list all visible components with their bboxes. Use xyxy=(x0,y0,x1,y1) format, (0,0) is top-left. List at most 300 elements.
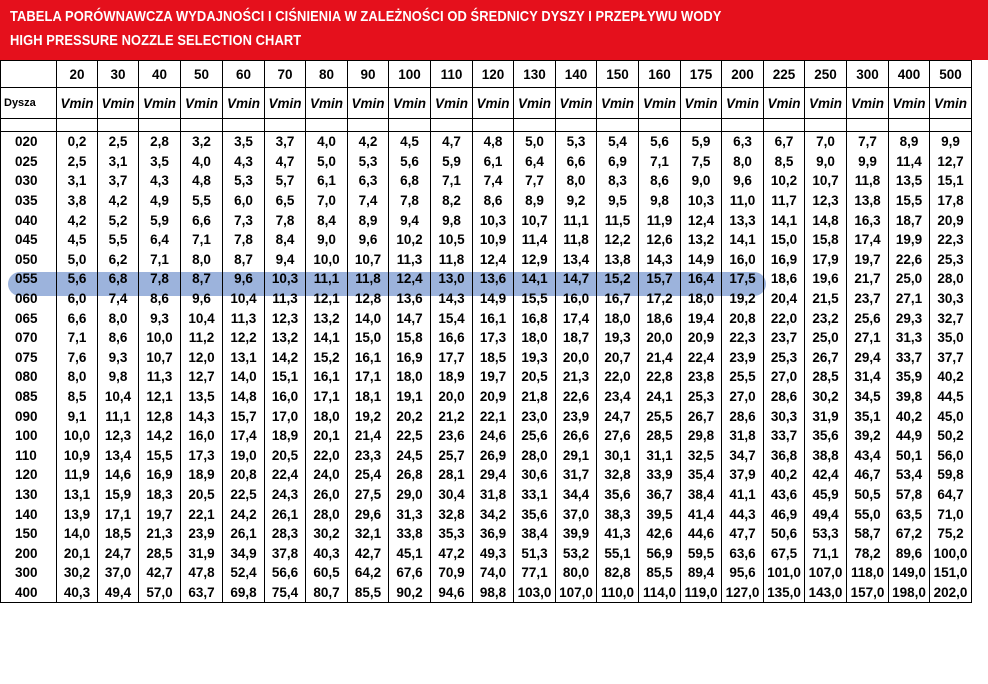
flow-value: 18,6 xyxy=(764,269,805,289)
flow-value: 6,6 xyxy=(556,152,597,172)
flow-value: 16,0 xyxy=(265,387,306,407)
flow-value: 9,9 xyxy=(847,152,889,172)
flow-value: 13,6 xyxy=(473,269,514,289)
flow-value: 19,3 xyxy=(597,328,639,348)
flow-value: 14,1 xyxy=(764,210,805,230)
pressure-header: 160 xyxy=(639,61,681,88)
flow-value: 5,6 xyxy=(389,152,431,172)
flow-value: 56,0 xyxy=(930,446,972,466)
flow-value: 11,0 xyxy=(722,191,764,211)
flow-value: 12,1 xyxy=(306,289,348,309)
flow-value: 6,4 xyxy=(139,230,181,250)
flow-value: 33,9 xyxy=(639,465,681,485)
nozzle-selection-table xyxy=(0,60,972,603)
flow-value: 18,0 xyxy=(514,328,556,348)
flow-value: 17,1 xyxy=(306,387,348,407)
flow-value: 13,5 xyxy=(889,171,930,191)
flow-value: 32,5 xyxy=(681,446,722,466)
flow-value: 9,6 xyxy=(722,171,764,191)
pressure-header: 225 xyxy=(764,61,805,88)
flow-value: 14,6 xyxy=(98,465,139,485)
flow-value: 16,1 xyxy=(473,308,514,328)
flow-value: 17,2 xyxy=(639,289,681,309)
spacer-cell xyxy=(764,119,805,132)
flow-value: 14,3 xyxy=(639,250,681,270)
flow-value: 14,3 xyxy=(431,289,473,309)
flow-value: 36,9 xyxy=(473,524,514,544)
flow-value: 15,0 xyxy=(764,230,805,250)
flow-value: 10,3 xyxy=(473,210,514,230)
flow-value: 38,4 xyxy=(681,485,722,505)
flow-value: 10,7 xyxy=(514,210,556,230)
flow-value: 22,0 xyxy=(764,308,805,328)
nozzle-size: 040 xyxy=(1,210,57,230)
spacer-cell xyxy=(556,119,597,132)
flow-value: 23,2 xyxy=(805,308,847,328)
flow-value: 11,9 xyxy=(639,210,681,230)
flow-value: 16,9 xyxy=(139,465,181,485)
flow-value: 10,9 xyxy=(473,230,514,250)
flow-value: 19,9 xyxy=(889,230,930,250)
spacer-cell xyxy=(265,119,306,132)
header-title-en: HIGH PRESSURE NOZZLE SELECTION CHART xyxy=(10,32,302,49)
flow-value: 15,8 xyxy=(805,230,847,250)
flow-value: 28,5 xyxy=(639,426,681,446)
table-row xyxy=(1,387,972,407)
flow-value: 40,3 xyxy=(57,583,98,603)
flow-value: 3,1 xyxy=(57,171,98,191)
table-row xyxy=(1,308,972,328)
flow-value: 16,6 xyxy=(431,328,473,348)
flow-value: 10,3 xyxy=(681,191,722,211)
flow-value: 69,8 xyxy=(223,583,265,603)
table-row xyxy=(1,524,972,544)
flow-value: 27,5 xyxy=(348,485,389,505)
flow-value: 16,0 xyxy=(556,289,597,309)
flow-value: 35,0 xyxy=(930,328,972,348)
flow-value: 6,1 xyxy=(473,152,514,172)
table-row xyxy=(1,367,972,387)
table-row xyxy=(1,152,972,172)
flow-value: 8,0 xyxy=(556,171,597,191)
flow-value: 60,5 xyxy=(306,563,348,583)
table-row xyxy=(1,406,972,426)
flow-value: 9,0 xyxy=(306,230,348,250)
flow-value: 15,7 xyxy=(639,269,681,289)
flow-value: 31,3 xyxy=(889,328,930,348)
flow-value: 8,2 xyxy=(431,191,473,211)
pressure-header: 250 xyxy=(805,61,847,88)
flow-value: 47,7 xyxy=(722,524,764,544)
flow-value: 18,7 xyxy=(556,328,597,348)
nozzle-size: 030 xyxy=(1,171,57,191)
flow-value: 22,6 xyxy=(556,387,597,407)
flow-value: 49,4 xyxy=(805,504,847,524)
unit-label: Vmin xyxy=(389,88,431,119)
flow-value: 9,2 xyxy=(556,191,597,211)
flow-value: 19,3 xyxy=(514,348,556,368)
flow-value: 6,3 xyxy=(348,171,389,191)
spacer-cell xyxy=(639,119,681,132)
flow-value: 45,1 xyxy=(389,543,431,563)
flow-value: 7,1 xyxy=(639,152,681,172)
flow-value: 78,2 xyxy=(847,543,889,563)
flow-value: 12,3 xyxy=(805,191,847,211)
flow-value: 39,5 xyxy=(639,504,681,524)
flow-value: 27,1 xyxy=(889,289,930,309)
nozzle-size: 200 xyxy=(1,543,57,563)
flow-value: 24,7 xyxy=(597,406,639,426)
unit-label: Vmin xyxy=(722,88,764,119)
flow-value: 8,7 xyxy=(181,269,223,289)
flow-value: 4,0 xyxy=(306,132,348,152)
flow-value: 36,8 xyxy=(764,446,805,466)
flow-value: 9,6 xyxy=(181,289,223,309)
flow-value: 27,6 xyxy=(597,426,639,446)
flow-value: 110,0 xyxy=(597,583,639,603)
spacer-cell xyxy=(431,119,473,132)
flow-value: 14,1 xyxy=(306,328,348,348)
flow-value: 10,2 xyxy=(389,230,431,250)
flow-value: 4,3 xyxy=(223,152,265,172)
flow-value: 35,4 xyxy=(681,465,722,485)
flow-value: 5,6 xyxy=(57,269,98,289)
flow-value: 6,4 xyxy=(514,152,556,172)
flow-value: 24,1 xyxy=(639,387,681,407)
nozzle-size: 060 xyxy=(1,289,57,309)
pressure-header: 20 xyxy=(57,61,98,88)
flow-value: 103,0 xyxy=(514,583,556,603)
spacer-cell xyxy=(181,119,223,132)
flow-value: 9,4 xyxy=(389,210,431,230)
nozzle-column-label: Dysza xyxy=(1,88,57,119)
flow-value: 13,4 xyxy=(556,250,597,270)
unit-label: Vmin xyxy=(847,88,889,119)
pressure-header: 70 xyxy=(265,61,306,88)
table-row xyxy=(1,583,972,603)
flow-value: 8,3 xyxy=(597,171,639,191)
flow-value: 52,4 xyxy=(223,563,265,583)
flow-value: 20,5 xyxy=(181,485,223,505)
unit-label: Vmin xyxy=(223,88,265,119)
flow-value: 11,3 xyxy=(139,367,181,387)
flow-value: 30,3 xyxy=(930,289,972,309)
flow-value: 14,8 xyxy=(805,210,847,230)
flow-value: 30,3 xyxy=(764,406,805,426)
flow-value: 29,3 xyxy=(889,308,930,328)
table-row xyxy=(1,250,972,270)
nozzle-size: 085 xyxy=(1,387,57,407)
flow-value: 17,3 xyxy=(181,446,223,466)
flow-value: 12,7 xyxy=(930,152,972,172)
flow-value: 34,9 xyxy=(223,543,265,563)
flow-value: 70,9 xyxy=(431,563,473,583)
nozzle-size: 020 xyxy=(1,132,57,152)
flow-value: 16,1 xyxy=(306,367,348,387)
flow-value: 8,4 xyxy=(306,210,348,230)
flow-value: 23,9 xyxy=(722,348,764,368)
flow-value: 10,4 xyxy=(223,289,265,309)
flow-value: 8,6 xyxy=(139,289,181,309)
flow-value: 11,8 xyxy=(847,171,889,191)
flow-value: 80,7 xyxy=(306,583,348,603)
pressure-header: 80 xyxy=(306,61,348,88)
flow-value: 37,8 xyxy=(265,543,306,563)
flow-value: 12,0 xyxy=(181,348,223,368)
spacer-cell xyxy=(681,119,722,132)
flow-value: 37,0 xyxy=(98,563,139,583)
flow-value: 21,4 xyxy=(348,426,389,446)
flow-value: 2,8 xyxy=(139,132,181,152)
flow-value: 23,7 xyxy=(764,328,805,348)
flow-value: 26,7 xyxy=(681,406,722,426)
flow-value: 44,5 xyxy=(930,387,972,407)
flow-value: 9,0 xyxy=(805,152,847,172)
flow-value: 8,0 xyxy=(98,308,139,328)
pressure-header: 90 xyxy=(348,61,389,88)
flow-value: 7,1 xyxy=(181,230,223,250)
flow-value: 3,2 xyxy=(181,132,223,152)
flow-value: 119,0 xyxy=(681,583,722,603)
flow-value: 143,0 xyxy=(805,583,847,603)
flow-value: 5,9 xyxy=(139,210,181,230)
flow-value: 10,7 xyxy=(348,250,389,270)
flow-value: 12,8 xyxy=(139,406,181,426)
unit-label: Vmin xyxy=(597,88,639,119)
flow-value: 35,3 xyxy=(431,524,473,544)
flow-value: 107,0 xyxy=(556,583,597,603)
flow-value: 9,3 xyxy=(98,348,139,368)
table-row xyxy=(1,446,972,466)
pressure-header: 175 xyxy=(681,61,722,88)
flow-value: 35,9 xyxy=(889,367,930,387)
flow-value: 25,6 xyxy=(514,426,556,446)
flow-value: 57,0 xyxy=(139,583,181,603)
flow-value: 25,3 xyxy=(930,250,972,270)
flow-value: 15,5 xyxy=(514,289,556,309)
flow-value: 6,0 xyxy=(57,289,98,309)
flow-value: 42,7 xyxy=(139,563,181,583)
flow-value: 94,6 xyxy=(431,583,473,603)
flow-value: 118,0 xyxy=(847,563,889,583)
flow-value: 19,7 xyxy=(473,367,514,387)
flow-value: 14,7 xyxy=(389,308,431,328)
pressure-header: 100 xyxy=(389,61,431,88)
nozzle-size: 100 xyxy=(1,426,57,446)
flow-value: 3,7 xyxy=(265,132,306,152)
flow-value: 14,2 xyxy=(139,426,181,446)
flow-value: 6,2 xyxy=(98,250,139,270)
flow-value: 7,8 xyxy=(223,230,265,250)
flow-value: 27,1 xyxy=(847,328,889,348)
flow-value: 10,4 xyxy=(181,308,223,328)
flow-value: 34,5 xyxy=(847,387,889,407)
flow-value: 23,3 xyxy=(348,446,389,466)
flow-value: 29,4 xyxy=(473,465,514,485)
flow-value: 15,9 xyxy=(98,485,139,505)
flow-value: 22,6 xyxy=(889,250,930,270)
flow-value: 3,1 xyxy=(98,152,139,172)
spacer-cell xyxy=(473,119,514,132)
flow-value: 25,6 xyxy=(847,308,889,328)
flow-value: 15,4 xyxy=(431,308,473,328)
flow-value: 35,6 xyxy=(805,426,847,446)
flow-value: 16,9 xyxy=(764,250,805,270)
flow-value: 127,0 xyxy=(722,583,764,603)
flow-value: 11,3 xyxy=(223,308,265,328)
flow-value: 10,3 xyxy=(265,269,306,289)
flow-value: 20,1 xyxy=(57,543,98,563)
flow-value: 11,3 xyxy=(389,250,431,270)
flow-value: 31,1 xyxy=(639,446,681,466)
flow-value: 37,9 xyxy=(722,465,764,485)
flow-value: 16,3 xyxy=(847,210,889,230)
flow-value: 23,9 xyxy=(556,406,597,426)
flow-value: 31,9 xyxy=(181,543,223,563)
flow-value: 33,7 xyxy=(764,426,805,446)
flow-value: 22,1 xyxy=(473,406,514,426)
flow-value: 17,8 xyxy=(930,191,972,211)
flow-value: 20,8 xyxy=(223,465,265,485)
flow-value: 34,4 xyxy=(556,485,597,505)
flow-value: 5,0 xyxy=(514,132,556,152)
flow-value: 5,0 xyxy=(57,250,98,270)
flow-value: 23,6 xyxy=(431,426,473,446)
flow-value: 28,0 xyxy=(930,269,972,289)
flow-value: 9,9 xyxy=(930,132,972,152)
flow-value: 11,3 xyxy=(265,289,306,309)
flow-value: 7,8 xyxy=(389,191,431,211)
flow-value: 107,0 xyxy=(805,563,847,583)
flow-value: 11,9 xyxy=(57,465,98,485)
flow-value: 24,2 xyxy=(223,504,265,524)
nozzle-size: 075 xyxy=(1,348,57,368)
spacer-cell xyxy=(597,119,639,132)
flow-value: 5,6 xyxy=(639,132,681,152)
unit-label: Vmin xyxy=(348,88,389,119)
flow-value: 32,1 xyxy=(348,524,389,544)
unit-label: Vmin xyxy=(764,88,805,119)
table-row xyxy=(1,328,972,348)
flow-value: 27,0 xyxy=(764,367,805,387)
table-row xyxy=(1,485,972,505)
flow-value: 39,8 xyxy=(889,387,930,407)
unit-label: Vmin xyxy=(805,88,847,119)
flow-value: 17,4 xyxy=(556,308,597,328)
flow-value: 49,3 xyxy=(473,543,514,563)
flow-value: 39,2 xyxy=(847,426,889,446)
flow-value: 19,2 xyxy=(722,289,764,309)
flow-value: 6,7 xyxy=(764,132,805,152)
spacer-cell xyxy=(389,119,431,132)
flow-value: 28,5 xyxy=(139,543,181,563)
flow-value: 7,1 xyxy=(139,250,181,270)
flow-value: 67,5 xyxy=(764,543,805,563)
flow-value: 11,5 xyxy=(597,210,639,230)
spacer-cell xyxy=(348,119,389,132)
flow-value: 7,0 xyxy=(805,132,847,152)
flow-value: 22,3 xyxy=(930,230,972,250)
flow-value: 17,1 xyxy=(98,504,139,524)
flow-value: 26,0 xyxy=(306,485,348,505)
flow-value: 12,1 xyxy=(139,387,181,407)
flow-value: 14,0 xyxy=(348,308,389,328)
flow-value: 45,0 xyxy=(930,406,972,426)
flow-value: 14,1 xyxy=(514,269,556,289)
flow-value: 23,4 xyxy=(597,387,639,407)
flow-value: 4,9 xyxy=(139,191,181,211)
flow-value: 22,5 xyxy=(389,426,431,446)
flow-value: 10,7 xyxy=(805,171,847,191)
flow-value: 7,4 xyxy=(98,289,139,309)
flow-value: 7,5 xyxy=(681,152,722,172)
header-title-pl: TABELA PORÓWNAWCZA WYDAJNOŚCI I CIŚNIENIA W ZALEŻNOŚCI OD ŚREDNICY DYSZY I PRZEPŁYWU WODY xyxy=(10,8,722,25)
pressure-header: 130 xyxy=(514,61,556,88)
flow-value: 114,0 xyxy=(639,583,681,603)
spacer-cell xyxy=(306,119,348,132)
flow-value: 19,7 xyxy=(847,250,889,270)
flow-value: 20,0 xyxy=(431,387,473,407)
flow-value: 21,3 xyxy=(139,524,181,544)
spacer-cell xyxy=(1,119,57,132)
flow-value: 18,9 xyxy=(431,367,473,387)
nozzle-size: 110 xyxy=(1,446,57,466)
flow-value: 31,4 xyxy=(847,367,889,387)
flow-value: 18,7 xyxy=(889,210,930,230)
flow-value: 23,7 xyxy=(847,289,889,309)
flow-value: 8,6 xyxy=(98,328,139,348)
nozzle-size: 025 xyxy=(1,152,57,172)
flow-value: 8,9 xyxy=(514,191,556,211)
flow-value: 28,1 xyxy=(431,465,473,485)
flow-value: 8,5 xyxy=(764,152,805,172)
flow-value: 11,8 xyxy=(348,269,389,289)
flow-value: 33,1 xyxy=(514,485,556,505)
flow-value: 12,6 xyxy=(639,230,681,250)
pressure-header: 150 xyxy=(597,61,639,88)
flow-value: 29,6 xyxy=(348,504,389,524)
flow-value: 18,3 xyxy=(139,485,181,505)
flow-value: 45,9 xyxy=(805,485,847,505)
flow-value: 3,5 xyxy=(139,152,181,172)
flow-value: 13,2 xyxy=(306,308,348,328)
flow-value: 13,9 xyxy=(57,504,98,524)
flow-value: 4,2 xyxy=(57,210,98,230)
flow-value: 13,5 xyxy=(181,387,223,407)
unit-label: Vmin xyxy=(639,88,681,119)
flow-value: 5,7 xyxy=(265,171,306,191)
flow-value: 39,9 xyxy=(556,524,597,544)
flow-value: 75,2 xyxy=(930,524,972,544)
flow-value: 25,4 xyxy=(348,465,389,485)
flow-value: 18,5 xyxy=(98,524,139,544)
flow-value: 24,6 xyxy=(473,426,514,446)
nozzle-size: 050 xyxy=(1,250,57,270)
flow-value: 28,0 xyxy=(514,446,556,466)
flow-value: 13,8 xyxy=(597,250,639,270)
flow-value: 11,8 xyxy=(431,250,473,270)
flow-value: 38,3 xyxy=(597,504,639,524)
flow-value: 67,6 xyxy=(389,563,431,583)
flow-value: 57,8 xyxy=(889,485,930,505)
flow-value: 53,3 xyxy=(805,524,847,544)
flow-value: 85,5 xyxy=(639,563,681,583)
flow-value: 28,6 xyxy=(722,406,764,426)
flow-value: 5,9 xyxy=(431,152,473,172)
flow-value: 7,4 xyxy=(473,171,514,191)
flow-value: 2,5 xyxy=(98,132,139,152)
flow-value: 31,8 xyxy=(473,485,514,505)
